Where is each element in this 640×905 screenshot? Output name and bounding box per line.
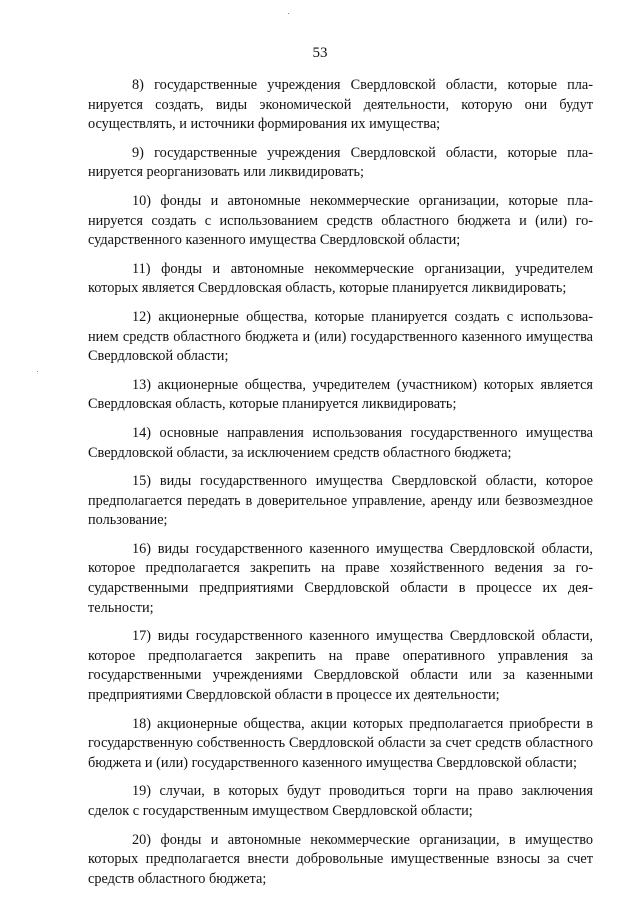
list-item-14: 14) основные направления использования государственного имущества Свердловской области, за исключением средств областного бюджета; (88, 424, 593, 461)
list-item-18: 18) акционерные общества, акции которых предполагается приобрести в государственную собственность Свердловской области за счет средств областного бюджета и (или) государственного казенного имущества Свердловской области; (88, 715, 593, 771)
document-body (88, 76, 593, 898)
list-item-10: 10) фонды и автономные некоммерческие организации, которые планируется создать с использованием средств областного бюджета и (или) государственного казенного имущества Свердловской области; (88, 192, 593, 249)
scan-speck (37, 371, 38, 372)
list-item-15: 15) виды государственного имущества Свердловской области, которое предполагается передать в доверительное управление, аренду или безвозмездное пользование; (88, 473, 593, 529)
list-item-16: 16) виды государственного казенного имущества Свердловской области, которое предполагается закрепить на праве хозяйственного ведения за государственными предприятиями Свердловской области в процессе их деятельности; (88, 540, 593, 616)
list-item-8: 8) государственные учреждения Свердловской области, которые планируется создать, виды экономической деятельности, которую они будут осуществлять, и источники формирования их имущества; (88, 77, 593, 133)
list-item-19: 19) случаи, в которых будут проводиться торги на право заключения сделок с государственным имуществом Свердловской области; (88, 783, 593, 819)
list-item-13: 13) акционерные общества, учредителем (участником) которых является Свердловская область, которые планируется ликвидировать; (88, 376, 593, 413)
list-item-9: 9) государственные учреждения Свердловской области, которые планируется реорганизовать или ликвидировать; (88, 144, 593, 181)
list-item-17: 17) виды государственного казенного имущества Свердловской области, которое предполагается закрепить на праве оперативного управления за государственными учреждениями Свердловской области или за казенными предприятиями Свердловской области в процессе их деятельности; (88, 628, 593, 704)
list-item-20: 20) фонды и автономные некоммерческие организации, в имущество которых предполагается внести добровольные имущественные взносы за счет средств областного бюджета; (88, 831, 593, 887)
page-number: 53 (312, 45, 328, 61)
list-item-11: 11) фонды и автономные некоммерческие организации, учредителем которых является Свердловская область, которые планируется ликвидировать; (88, 260, 593, 297)
scan-speck (288, 13, 289, 14)
list-item-12: 12) акционерные общества, которые планируется создать с использованием средств областного бюджета и (или) государственного казенного имущества Свердловской области; (88, 308, 593, 365)
